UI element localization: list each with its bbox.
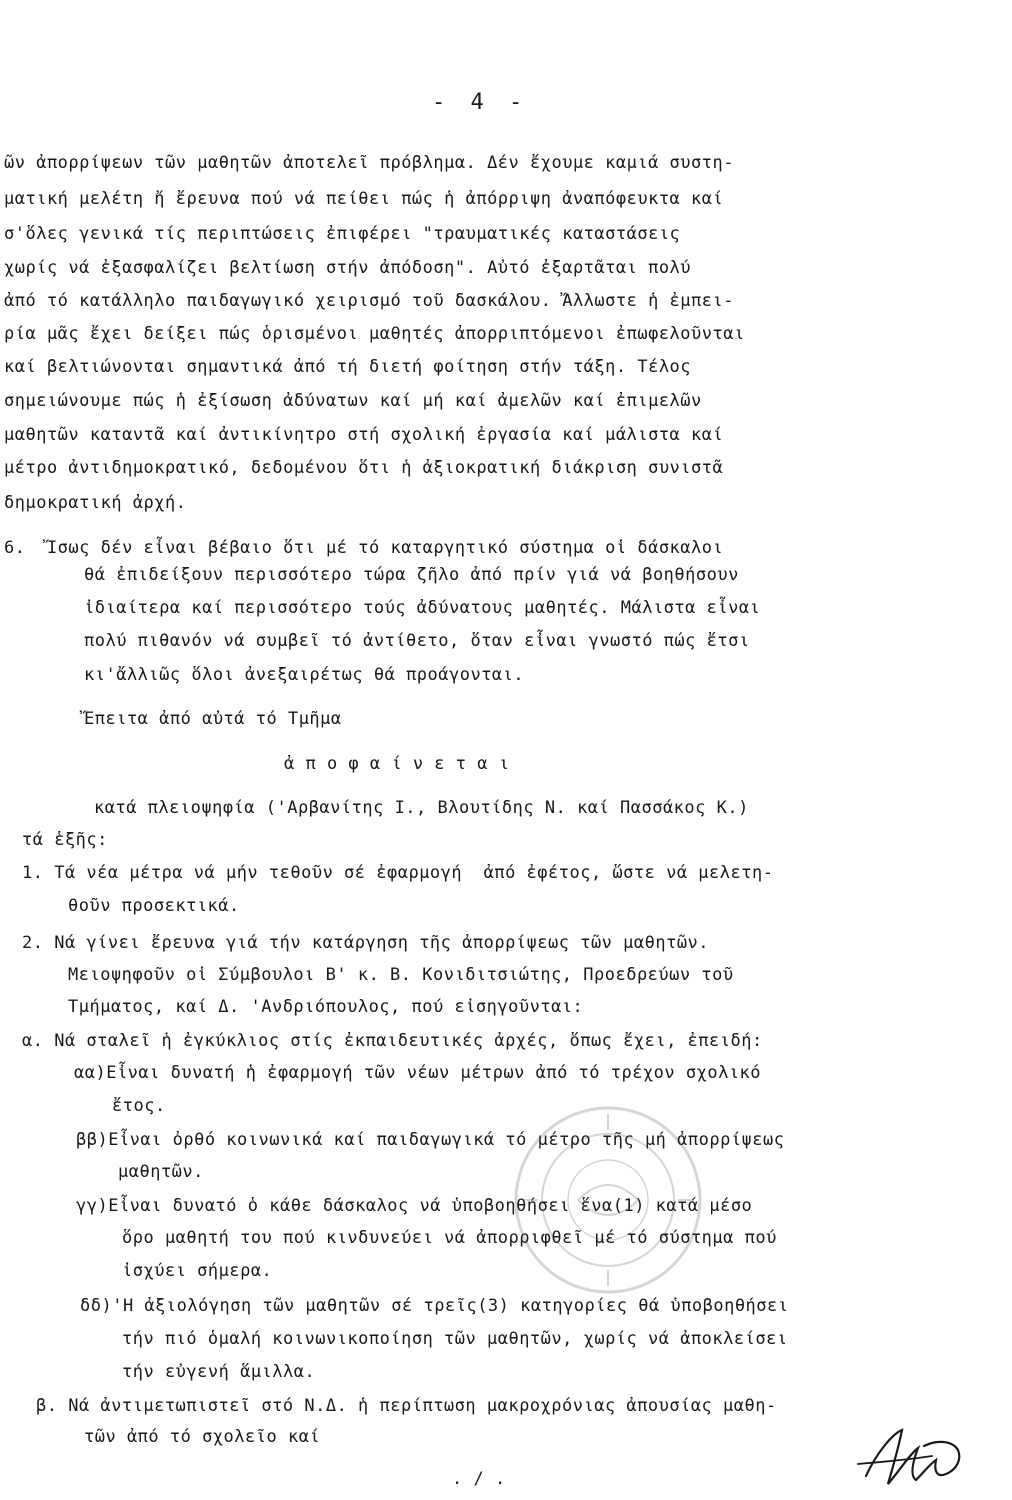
- decision-item-2: 2. Νά γίνει ἔρευνα γιά τήν κατάργηση τῆς ἀπορρίψεως τῶν μαθητῶν.: [22, 933, 710, 953]
- sub-item-gg: ἰσχύει σήμερα.: [122, 1261, 273, 1281]
- text-line: χωρίς νά ἐξασφαλίζει βελτίωση στήν ἀπόδοση". Αὐτό ἐξαρτᾶται πολύ: [4, 258, 692, 278]
- sub-item-gg: ὅρο μαθητή του πού κινδυνεύει νά ἀπορριφθεῖ μέ τό σύστημα πού: [122, 1228, 777, 1248]
- text-line: σ'ὅλες γενικά τίς περιπτώσεις ἐπιφέρει "τραυματικές καταστάσεις: [4, 224, 681, 244]
- item-beta: β. Νά ἀντιμετωπιστεῖ στό Ν.Δ. ἡ περίπτωση μακροχρόνιας ἀπουσίας μαθη-: [36, 1396, 777, 1416]
- page-number: - 4 -: [432, 90, 529, 115]
- paragraph-6-line: ἰδιαίτερα καί περισσότερο τούς ἀδύνατους μαθητές. Μάλιστα εἶναι: [84, 598, 761, 618]
- sub-item-aa: ἔτος.: [112, 1096, 166, 1116]
- official-stamp-icon: [508, 1100, 708, 1300]
- item-alpha: α. Νά σταλεῖ ἡ ἐγκύκλιος στίς ἐκπαιδευτικές ἀρχές, ὅπως ἔχει, ἐπειδή:: [22, 1031, 763, 1051]
- text-line: τά ἑξῆς:: [22, 830, 108, 850]
- text-line: μέτρο ἀντιδημοκρατικό, δεδομένου ὅτι ἡ ἀξιοκρατική διάκριση συνιστᾶ: [4, 458, 724, 478]
- text-line: ματική μελέτη ἤ ἔρευνα πού νά πείθει πώς ἡ ἀπόρριψη ἀναπόφευκτα καί: [4, 189, 724, 209]
- text-line: δημοκρατική ἀρχή.: [4, 493, 187, 513]
- sub-item-aa: αα)Εἶναι δυνατή ἡ ἐφαρμογή τῶν νέων μέτρων ἀπό τό τρέχον σχολικό: [74, 1063, 762, 1083]
- decision-item-1: 1. Τά νέα μέτρα νά μήν τεθοῦν σέ ἐφαρμογή ἀπό ἐφέτος, ὥστε νά μελετη-: [22, 863, 774, 883]
- sub-item-bb: μαθητῶν.: [118, 1162, 204, 1182]
- signature-icon: [852, 1420, 970, 1495]
- paragraph-6-line: θά ἐπιδείξουν περισσότερο τώρα ζῆλο ἀπό πρίν γιά νά βοηθήσουν: [84, 565, 739, 585]
- sub-item-dd: δδ)'Η ἀξιολόγηση τῶν μαθητῶν σέ τρεῖς(3) κατηγορίες θά ὑποβοηθήσει: [80, 1296, 789, 1316]
- text-line: ῶν ἀπορρίψεων τῶν μαθητῶν ἀποτελεῖ πρόβλημα. Δέν ἔχουμε καμιά συστη-: [4, 153, 734, 173]
- sub-item-dd: τήν εὐγενή ἅμιλλα.: [122, 1362, 316, 1382]
- sub-item-bb: ββ)Εἶναι ὀρθό κοινωνικά καί παιδαγωγικά τό μέτρο τῆς μή ἀπορρίψεως: [76, 1130, 785, 1150]
- text-line: ρία μᾶς ἔχει δείξει πώς ὁρισμένοι μαθητές ἀπορριπτόμενοι ἐπωφελοῦνται: [4, 324, 745, 344]
- decision-heading: ἀ π ο φ α ί ν ε τ α ι: [284, 754, 510, 774]
- text-line: μαθητῶν καταντᾶ καί ἀντικίνητρο στή σχολική ἐργασία καί μάλιστα καί: [4, 425, 724, 445]
- text-line: καί βελτιώνονται σημαντικά ἀπό τή διετή φοίτηση στήν τάξη. Τέλος: [4, 357, 692, 377]
- minority-line: Μειοψηφοῦν οἱ Σύμβουλοι Β' κ. Β. Κονιδιτσιώτης, Προεδρεύων τοῦ: [68, 965, 734, 985]
- sub-item-gg: γγ)Εἶναι δυνατό ὁ κάθε δάσκαλος νά ὑποβοηθήσει ἕνα(1) κατά μέσο: [76, 1196, 753, 1216]
- continuation-mark: . / .: [452, 1469, 506, 1489]
- text-line: σημειώνουμε πώς ἡ ἐξίσωση ἀδύνατων καί μή καί ἀμελῶν καί ἐπιμελῶν: [4, 391, 702, 411]
- decision-intro: Ἔπειτα ἀπό αὐτά τό Τμῆμα: [84, 709, 342, 729]
- decision-item-1: θοῦν προσεκτικά.: [68, 896, 240, 916]
- text-line: ἀπό τό κατάλληλο παιδαγωγικό χειρισμό τοῦ δασκάλου. Ἄλλωστε ἡ ἐμπει-: [4, 291, 734, 311]
- paragraph-6-line: 6. Ἴσως δέν εἶναι βέβαιο ὅτι μέ τό καταργητικό σύστημα οἱ δάσκαλοι: [4, 538, 724, 558]
- paragraph-6-line: κι'ἄλλιῶς ὅλοι ἀνεξαιρέτως θά προάγονται.: [84, 665, 525, 685]
- item-beta: τῶν ἀπό τό σχολεῖο καί: [84, 1427, 321, 1447]
- minority-line: Τμήματος, καί Δ. 'Ανδριόπουλος, πού εἰσηγοῦνται:: [68, 997, 584, 1017]
- paragraph-6-line: πολύ πιθανόν νά συμβεῖ τό ἀντίθετο, ὅταν εἶναι γνωστό πώς ἔτσι: [84, 631, 750, 651]
- majority-line: κατά πλειοψηφία ('Αρβανίτης Ι., Βλουτίδης Ν. καί Πασσάκος Κ.): [94, 798, 749, 818]
- sub-item-dd: τήν πιό ὁμαλή κοινωνικοποίηση τῶν μαθητῶν, χωρίς νά ἀποκλείσει: [122, 1329, 788, 1349]
